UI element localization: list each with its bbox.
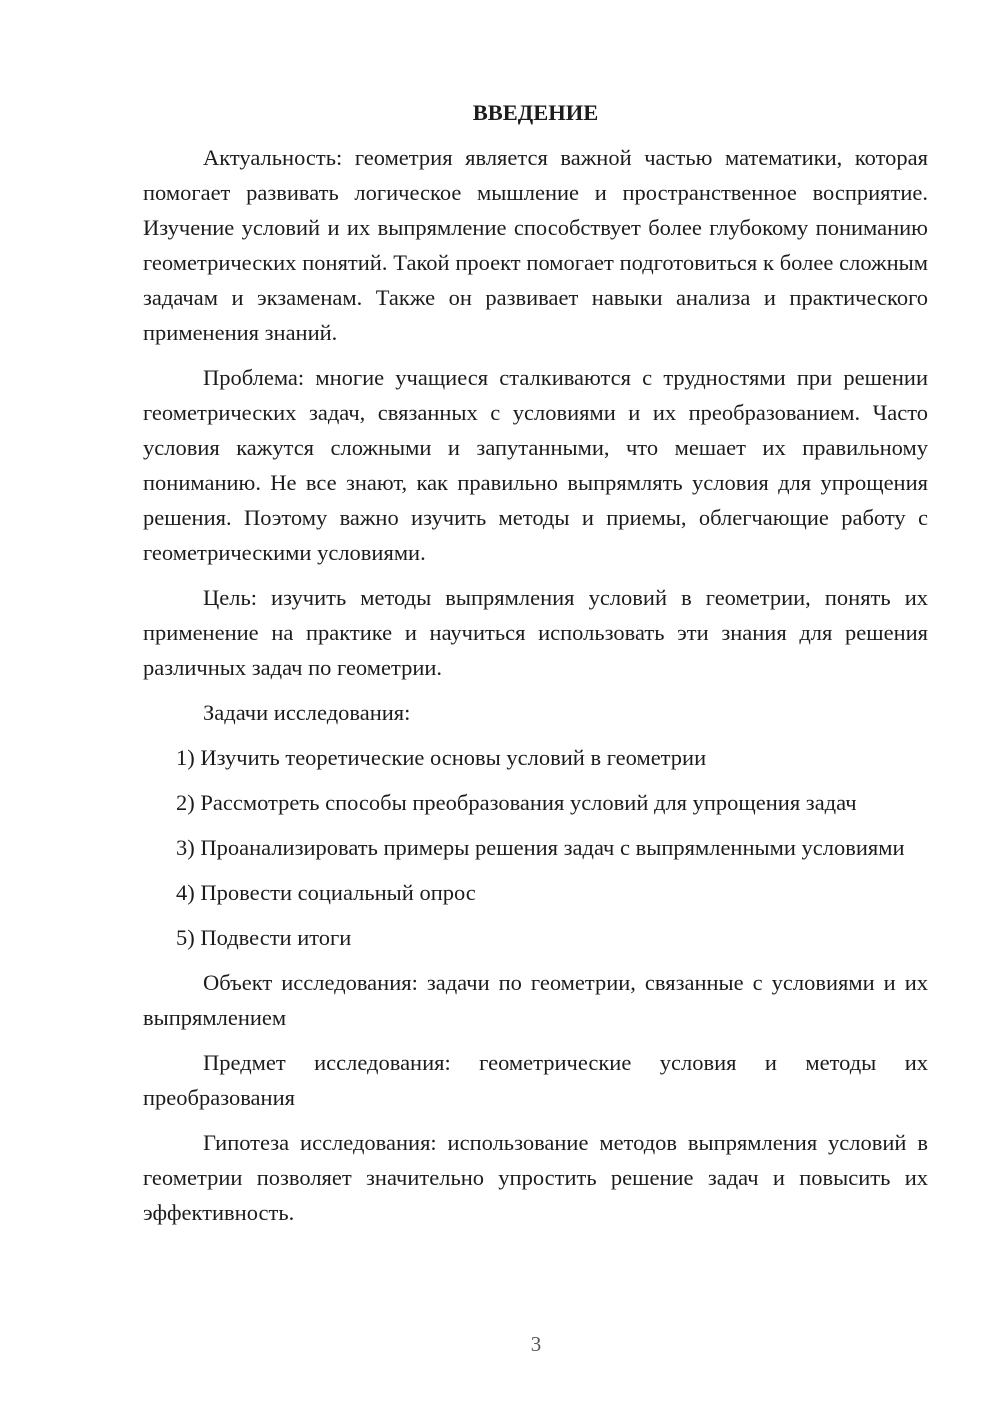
document-body xyxy=(143,95,928,1240)
list-item: 4) Провести социальный опрос xyxy=(176,880,476,905)
subject-paragraph: Предмет исследования: геометрические условия и методы их преобразования xyxy=(143,1050,928,1110)
tasks-title: Задачи исследования: xyxy=(203,700,411,725)
relevance-paragraph: Актуальность: геометрия является важной частью математики, которая помогает развивать логическое мышление и пространственное восприятие. Изучение условий и их выпрямление способствует более глубокому пониманию геометрических понятий. Такой проект помогает подготовиться к более сложным задачам и экзаменам. Также он развивает навыки анализа и практического применения знаний. xyxy=(143,145,928,345)
page-title: ВВЕДЕНИЕ xyxy=(472,100,599,125)
problem-paragraph: Проблема: многие учащиеся сталкиваются с трудностями при решении геометрических задач, связанных с условиями и их преобразованием. Часто условия кажутся сложными и запутанными, что мешает их правильному пониманию. Не все знают, как правильно выпрямлять условия для упрощения решения. Поэтому важно изучить методы и приемы, облегчающие работу с геометрическими условиями. xyxy=(143,365,928,565)
hypothesis-paragraph: Гипотеза исследования: использование методов выпрямления условий в геометрии позволяет значительно упростить решение задач и повысить их эффективность. xyxy=(143,1130,928,1225)
object-paragraph: Объект исследования: задачи по геометрии, связанные с условиями и их выпрямлением xyxy=(143,970,928,1030)
list-item: 1) Изучить теоретические основы условий в геометрии xyxy=(176,745,707,770)
list-item: 2) Рассмотреть способы преобразования условий для упрощения задач xyxy=(176,790,857,815)
list-item: 3) Проанализировать примеры решения задач с выпрямленными условиями xyxy=(176,835,905,860)
list-item: 5) Подвести итоги xyxy=(176,925,352,950)
page-number: 3 xyxy=(530,1332,542,1356)
goal-paragraph: Цель: изучить методы выпрямления условий в геометрии, понять их применение на практике и научиться использовать эти знания для решения различных задач по геометрии. xyxy=(143,585,928,680)
